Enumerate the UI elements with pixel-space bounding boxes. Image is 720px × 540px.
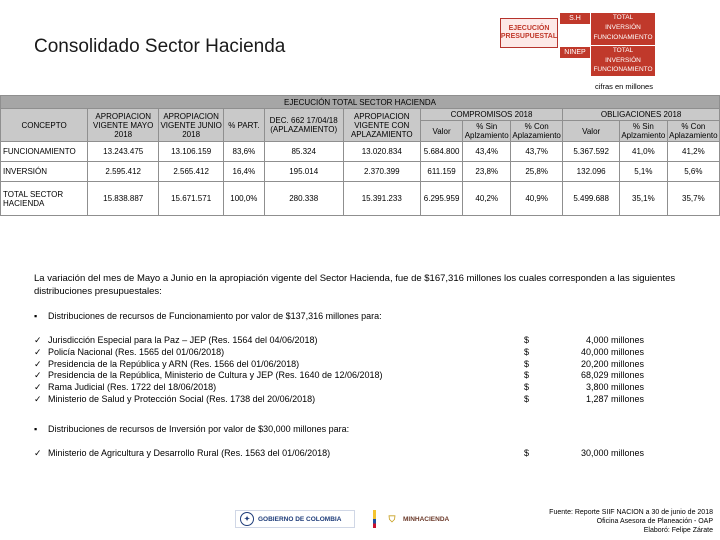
col-aprop-junio: APROPIACION VIGENTE JUNIO 2018 (159, 109, 224, 142)
inv-item-amount: 30,000 millones (580, 448, 644, 458)
inv-item-currency: $ (524, 448, 530, 458)
col-concepto: CONCEPTO (1, 109, 88, 142)
sub-con: % Con Aplazamiento (512, 122, 561, 140)
tag-ninep: NINEP (560, 47, 590, 58)
list-item (34, 347, 674, 359)
tag-total-2-line: TOTAL (612, 47, 634, 54)
check-icon: ✓ (34, 346, 42, 357)
group-compromisos: COMPROMISOS 2018 (420, 109, 562, 121)
units-note: cifras en millones (595, 82, 653, 91)
func-item-text: Jurisdicción Especial para la Paz – JEP (Res. 1564 del 04/06/2018) (48, 335, 318, 345)
legend-ejecucion-box: EJECUCIÓN PRESUPUESTAL (500, 18, 558, 48)
func-item-currency: $ (524, 370, 530, 381)
source-line: Fuente: Reporte SIIF NACION a 30 de junio de 2018 (549, 509, 713, 516)
shield-icon: ⛉ (388, 513, 396, 524)
cell-junio: 13.106.159 (159, 142, 224, 162)
table-row-total (1, 182, 720, 216)
col-aprop-con: APROPIACION VIGENTE CON APLAZAMIENTO (343, 109, 420, 142)
square-bullet-icon: ▪ (34, 424, 38, 434)
source-line: Elaboró: Felipe Zárate (643, 527, 713, 534)
tag-sh: S.H (560, 13, 590, 24)
cell-concepto: TOTAL SECTOR HACIENDA (1, 182, 88, 216)
inv-item-text: Ministerio de Agricultura y Desarrollo Rural (Res. 1563 del 01/06/2018) (48, 448, 331, 458)
cell-c-sin: 43,4% (463, 142, 511, 162)
check-icon: ✓ (34, 358, 42, 369)
cell-concepto: FUNCIONAMIENTO (1, 142, 88, 162)
func-item-currency: $ (524, 393, 530, 404)
cell-junio: 15.671.571 (159, 182, 224, 216)
cell-mayo: 13.243.475 (88, 142, 159, 162)
func-item-text: Presidencia de la República y ARN (Res. 1566 del 01/06/2018) (48, 358, 300, 369)
func-items-list (34, 335, 674, 406)
cell-concepto: INVERSIÓN (1, 162, 88, 182)
tag-total-1-line: INVERSIÓN (605, 24, 641, 31)
cell-c-valor: 5.684.800 (420, 142, 463, 162)
cell-c-con: 43,7% (511, 142, 563, 162)
func-item-currency: $ (524, 335, 530, 345)
bullet-func-text: Distribuciones de recursos de Funcionamiento por valor de $137,316 millones para: (48, 311, 382, 321)
tag-total-1-line: TOTAL (612, 14, 634, 21)
cell-o-con: 41,2% (667, 142, 719, 162)
check-icon: ✓ (34, 382, 42, 393)
func-item-text: Ministerio de Salud y Protección Social (Res. 1738 del 20/06/2018) (48, 393, 316, 404)
tag-total-1 (591, 13, 655, 45)
cell-dec: 280.338 (264, 182, 343, 216)
cell-o-sin: 35,1% (620, 182, 668, 216)
cell-part: 100,0% (224, 182, 265, 216)
source-note (505, 508, 713, 535)
cell-o-valor: 5.367.592 (563, 142, 620, 162)
flag-stripe-icon (373, 510, 376, 528)
func-item-text: Rama Judicial (Res. 1722 del 18/06/2018) (48, 382, 217, 393)
cell-o-sin: 41,0% (620, 142, 668, 162)
col-aprop-mayo: APROPIACION VIGENTE MAYO 2018 (88, 109, 159, 142)
func-item-amount: 4,000 millones (585, 335, 644, 345)
sub-valor: Valor (420, 121, 463, 142)
list-item (34, 394, 674, 406)
sub-con: % Con Aplazamiento (669, 122, 718, 140)
list-item (34, 382, 674, 394)
cell-c-sin: 23,8% (463, 162, 511, 182)
func-item-currency: $ (524, 358, 530, 369)
func-item-amount: 40,000 millones (580, 346, 644, 357)
cell-c-con: 40,9% (511, 182, 563, 216)
cell-part: 83,6% (224, 142, 265, 162)
sub-valor: Valor (563, 121, 620, 142)
check-icon: ✓ (34, 370, 42, 381)
sub-sin: % Sin Aplzamiento (621, 122, 666, 140)
group-obligaciones: OBLIGACIONES 2018 (563, 109, 720, 121)
cell-junio: 2.565.412 (159, 162, 224, 182)
bullet-funcionamiento (34, 311, 674, 323)
source-line: Oficina Asesora de Planeación - OAP (596, 518, 713, 525)
minhacienda-logo-text: MINHACIENDA (403, 515, 450, 523)
execution-table (0, 95, 720, 216)
func-item-amount: 20,200 millones (580, 358, 644, 369)
intro-paragraph: La variación del mes de Mayo a Junio en la apropiación vigente del Sector Hacienda, fue de $167,316 millones los cuales corresponden a las siguientes distribuciones presupuestales: (34, 273, 676, 297)
cell-c-valor: 611.159 (420, 162, 463, 182)
list-item (34, 335, 674, 347)
check-icon: ✓ (34, 393, 42, 404)
func-item-text: Presidencia de la República, Ministerio de Cultura y JEP (Res. 1640 de 12/06/2018) (48, 370, 383, 381)
cell-con: 13.020.834 (343, 142, 420, 162)
cell-part: 16,4% (224, 162, 265, 182)
cell-dec: 195.014 (264, 162, 343, 182)
func-item-currency: $ (524, 382, 530, 393)
bullet-inversion (34, 424, 674, 436)
cell-con: 15.391.233 (343, 182, 420, 216)
bullet-inv-text: Distribuciones de recursos de Inversión por valor de $30,000 millones para: (48, 424, 350, 434)
cell-dec: 85.324 (264, 142, 343, 162)
sub-sin: % Sin Aplzamiento (464, 122, 509, 140)
page-title: Consolidado Sector Hacienda (34, 36, 286, 57)
gobierno-logo (235, 510, 355, 528)
gobierno-logo-text: GOBIERNO DE COLOMBIA (258, 515, 342, 523)
inv-items-list (34, 448, 674, 460)
list-item (34, 370, 674, 382)
func-item-currency: $ (524, 346, 530, 357)
cell-c-sin: 40,2% (463, 182, 511, 216)
tag-total-2-line: FUNCIONAMIENTO (593, 66, 653, 73)
cell-c-con: 25,8% (511, 162, 563, 182)
func-item-amount: 3,800 millones (585, 382, 644, 393)
coat-of-arms-icon: ✦ (240, 512, 254, 526)
func-item-amount: 1,287 millones (585, 393, 644, 404)
square-bullet-icon: ▪ (34, 311, 38, 321)
footer-logos (235, 506, 535, 534)
cell-o-valor: 5.499.688 (563, 182, 620, 216)
cell-mayo: 15.838.887 (88, 182, 159, 216)
cell-con: 2.370.399 (343, 162, 420, 182)
tag-total-2-line: INVERSIÓN (605, 56, 641, 64)
minhacienda-logo (385, 510, 505, 528)
list-item (34, 359, 674, 371)
check-icon: ✓ (34, 335, 42, 345)
tag-total-2 (591, 46, 655, 76)
func-item-amount: 68,029 millones (580, 370, 644, 381)
tag-total-1-line: FUNCIONAMIENTO (593, 34, 653, 41)
cell-o-valor: 132.096 (563, 162, 620, 182)
cell-o-sin: 5,1% (620, 162, 668, 182)
table-row (1, 142, 720, 162)
cell-o-con: 35,7% (667, 182, 719, 216)
table-title: EJECUCIÓN TOTAL SECTOR HACIENDA (1, 96, 720, 109)
cell-mayo: 2.595.412 (88, 162, 159, 182)
cell-c-valor: 6.295.959 (420, 182, 463, 216)
table-row (1, 162, 720, 182)
col-dec: DEC. 662 17/04/18 (APLAZAMIENTO) (264, 109, 343, 142)
cell-o-con: 5,6% (667, 162, 719, 182)
col-part: % PART. (224, 109, 265, 142)
func-item-text: Policía Nacional (Res. 1565 del 01/06/2018) (48, 346, 225, 357)
list-item (34, 448, 674, 460)
check-icon: ✓ (34, 448, 42, 458)
